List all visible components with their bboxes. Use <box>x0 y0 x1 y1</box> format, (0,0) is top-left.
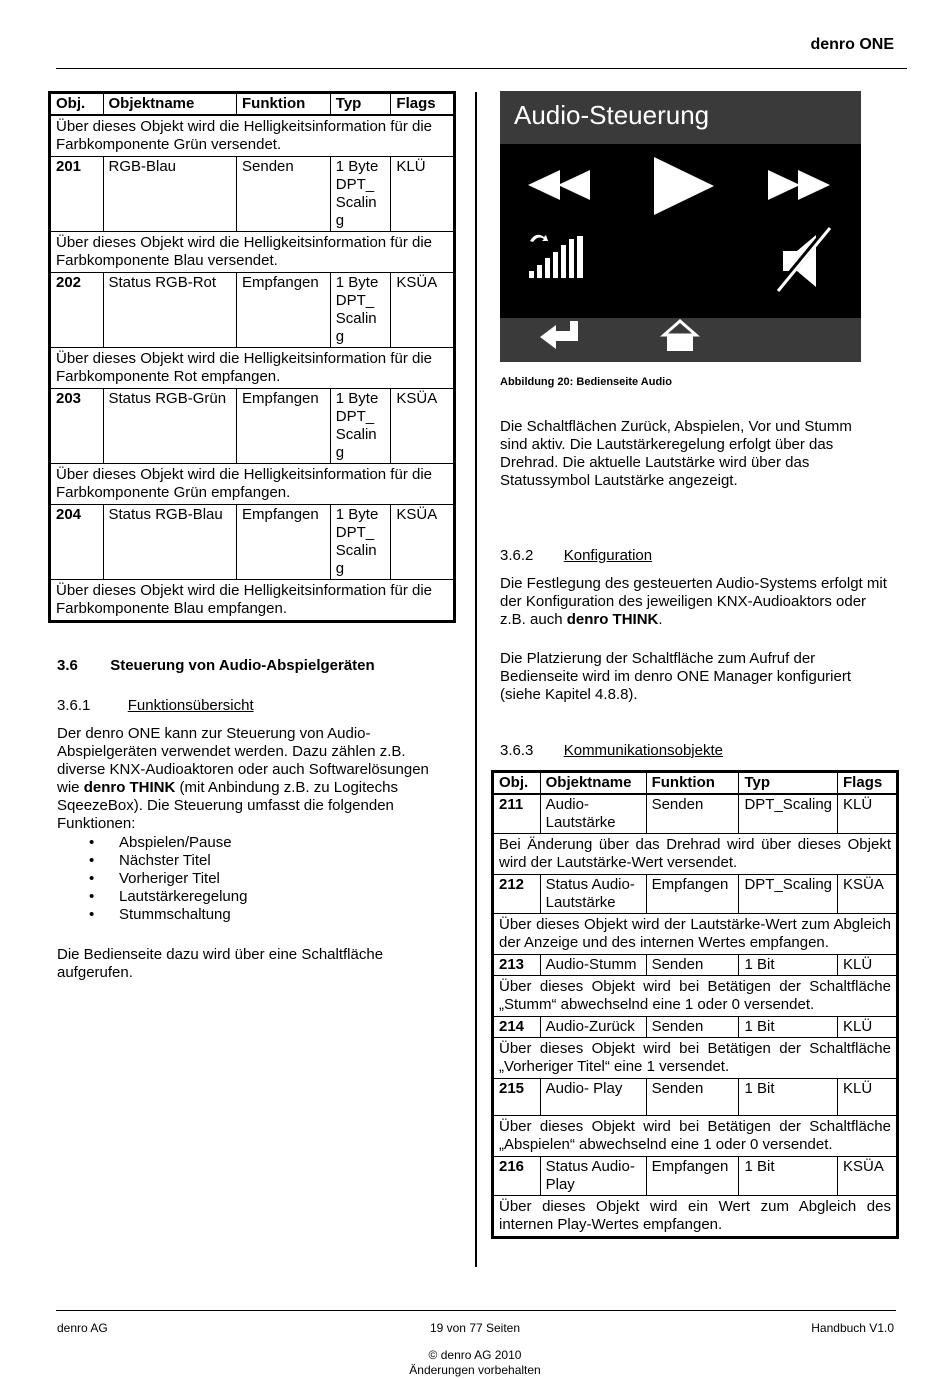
object-type: 1 Byte DPT_ Scalin g <box>330 273 391 348</box>
table-row <box>493 1079 898 1116</box>
object-flags: KSÜA <box>391 389 455 464</box>
object-flags: KLÜ <box>838 955 898 976</box>
footer-divider <box>56 1310 896 1311</box>
subsection-title: Konfiguration <box>563 547 653 564</box>
object-description: Über dieses Objekt wird bei Betätigen der Schaltfläche „Abspielen“ abwechselnd eine 1 oder 0 versendet. <box>493 1116 898 1157</box>
object-function: Senden <box>237 157 331 232</box>
object-number: 211 <box>493 794 541 834</box>
object-function: Empfangen <box>237 505 331 580</box>
object-type: 1 Bit <box>739 1017 838 1038</box>
object-number: 216 <box>493 1157 541 1196</box>
column-header: Typ <box>739 772 838 795</box>
object-type: 1 Bit <box>739 955 838 976</box>
subsection-number: 3.6.3 <box>500 742 534 759</box>
object-flags: KLÜ <box>391 157 455 232</box>
object-flags: KLÜ <box>838 794 898 834</box>
objects-table-right <box>491 770 899 1239</box>
column-divider <box>475 92 477 1267</box>
figure-caption: Abbildung 20: Bedienseite Audio <box>500 376 672 388</box>
object-flags: KSÜA <box>838 875 898 914</box>
column-header: Objektname <box>540 772 646 795</box>
object-type: 1 Byte DPT_ Scalin g <box>330 389 391 464</box>
object-description: Über dieses Objekt wird die Helligkeitsinformation für die Farbkomponente Blau versendet. <box>50 232 455 273</box>
list-item: • Nächster Titel <box>57 852 247 870</box>
object-function: Senden <box>646 794 739 834</box>
object-type: 1 Byte DPT_ Scalin g <box>330 505 391 580</box>
list-item: • Vorheriger Titel <box>57 870 247 888</box>
object-function: Senden <box>646 1017 739 1038</box>
placement-paragraph: Die Platzierung der Schaltfläche zum Aufruf der Bedienseite wird im denro ONE Manager konfiguriert (siehe Kapitel 4.8.8). <box>500 650 851 703</box>
table-row <box>50 273 455 348</box>
object-number: 212 <box>493 875 541 914</box>
table-row <box>50 505 455 580</box>
object-number: 213 <box>493 955 541 976</box>
configuration-text: Die Festlegung des gesteuerten Audio-Systems erfolgt mit der Konfiguration des jeweiligen KNX-Audioaktors oder z.B. auch <box>500 575 887 628</box>
column-header: Typ <box>330 93 391 116</box>
table-row <box>50 389 455 464</box>
section-title: Steuerung von Audio-Abspielgeräten <box>110 657 375 674</box>
object-flags: KSÜA <box>391 273 455 348</box>
object-name: Status RGB-Blau <box>103 505 237 580</box>
subsection-heading <box>500 547 652 565</box>
object-function: Empfangen <box>237 273 331 348</box>
table-row <box>50 157 455 232</box>
subsection-title: Kommunikationsobjekte <box>563 742 723 759</box>
column-header: Funktion <box>646 772 739 795</box>
product-name: denro THINK <box>83 779 176 796</box>
configuration-text: . <box>658 611 663 628</box>
function-list <box>57 834 247 924</box>
intro-paragraph <box>57 725 452 833</box>
object-name: Status RGB-Grün <box>103 389 237 464</box>
screen-title: Audio-Steuerung <box>514 100 710 130</box>
table-header-row <box>493 772 898 795</box>
list-item: • Lautstärkeregelung <box>57 888 247 906</box>
column-header: Funktion <box>237 93 331 116</box>
column-header: Flags <box>838 772 898 795</box>
column-header: Objektname <box>103 93 237 116</box>
object-type: 1 Bit <box>739 1157 838 1196</box>
object-name: Audio-Stumm <box>540 955 646 976</box>
table-header-row <box>50 93 455 116</box>
table-row <box>493 1017 898 1038</box>
table-row <box>493 955 898 976</box>
section-heading <box>57 657 375 675</box>
object-description: Über dieses Objekt wird ein Wert zum Abgleich des internen Play-Wertes empfangen. <box>493 1196 898 1238</box>
objects-table-left <box>48 91 456 623</box>
column-header: Obj. <box>50 93 104 116</box>
list-item: • Abspielen/Pause <box>57 834 247 852</box>
subsection-heading <box>57 697 254 715</box>
footer-notice: Änderungen vorbehalten <box>409 1363 541 1377</box>
header-divider <box>56 68 907 69</box>
section-number: 3.6 <box>57 657 78 674</box>
audio-screen-graphic <box>500 91 861 362</box>
object-flags: KSÜA <box>391 505 455 580</box>
outro-paragraph: Die Bedienseite dazu wird über eine Schaltfläche aufgerufen. <box>57 946 384 981</box>
object-type: 1 Byte DPT_ Scalin g <box>330 157 391 232</box>
subsection-title: Funktionsübersicht <box>127 697 254 714</box>
object-flags: KLÜ <box>838 1017 898 1038</box>
column-header: Obj. <box>493 772 541 795</box>
object-description: Über dieses Objekt wird bei Betätigen der Schaltfläche „Stumm“ abwechselnd eine 1 oder 0 versendet. <box>493 976 898 1017</box>
column-header: Flags <box>391 93 455 116</box>
subsection-number: 3.6.1 <box>57 697 91 714</box>
object-number: 204 <box>50 505 104 580</box>
configuration-paragraph <box>500 575 890 629</box>
object-function: Senden <box>646 1079 739 1116</box>
table-row <box>493 1157 898 1196</box>
object-flags: KLÜ <box>838 1079 898 1116</box>
object-type: 1 Bit <box>739 1079 838 1116</box>
object-function: Senden <box>646 955 739 976</box>
object-number: 214 <box>493 1017 541 1038</box>
object-name: Audio- Play <box>540 1079 646 1116</box>
object-number: 202 <box>50 273 104 348</box>
subsection-heading <box>500 742 723 760</box>
object-description: Über dieses Objekt wird die Helligkeitsinformation für die Farbkomponente Blau empfangen. <box>50 580 455 622</box>
object-description: Über dieses Objekt wird bei Betätigen der Schaltfläche „Vorheriger Titel“ eine 1 versendet. <box>493 1038 898 1079</box>
audio-screen-figure <box>500 91 861 362</box>
object-type: DPT_Scaling <box>739 794 838 834</box>
object-description: Über dieses Objekt wird die Helligkeitsinformation für die Farbkomponente Grün empfangen. <box>50 464 455 505</box>
description-paragraph: Die Schaltflächen Zurück, Abspielen, Vor und Stumm sind aktiv. Die Lautstärkeregelung erfolgt über das Drehrad. Die aktuelle Lautstärke wird über das Statussymbol Lautstärke angezeigt. <box>500 418 852 489</box>
footer-page-number: 19 von 77 Seiten <box>429 1321 521 1335</box>
object-function: Empfangen <box>646 875 739 914</box>
object-name: Audio-Zurück <box>540 1017 646 1038</box>
table-row <box>493 794 898 834</box>
product-name: denro THINK <box>566 611 659 628</box>
object-description: Über dieses Objekt wird die Helligkeitsinformation für die Farbkomponente Rot empfangen. <box>50 348 455 389</box>
object-name: Audio-Lautstärke <box>540 794 646 834</box>
object-name: RGB-Blau <box>103 157 237 232</box>
footer-company: denro AG <box>57 1321 108 1335</box>
object-number: 203 <box>50 389 104 464</box>
object-name: Status Audio-Play <box>540 1157 646 1196</box>
object-name: Status RGB-Rot <box>103 273 237 348</box>
footer-version: Handbuch V1.0 <box>811 1321 894 1335</box>
object-function: Empfangen <box>237 389 331 464</box>
object-description: Bei Änderung über das Drehrad wird über dieses Objekt wird der Lautstärke-Wert versendet. <box>493 834 898 875</box>
footer-copyright: © denro AG 2010 <box>428 1348 522 1362</box>
object-number: 201 <box>50 157 104 232</box>
intro-text: Der denro ONE kann zur Steuerung von Audio-Abspielgeräten verwendet werden. Dazu zählen z.B. diverse KNX-Audioaktoren oder auch Softwarelösungen wie <box>57 725 429 796</box>
object-number: 215 <box>493 1079 541 1116</box>
object-name: Status Audio-Lautstärke <box>540 875 646 914</box>
object-description: Über dieses Objekt wird die Helligkeitsinformation für die Farbkomponente Grün versendet. <box>50 115 455 157</box>
list-item: • Stummschaltung <box>57 906 247 924</box>
object-flags: KSÜA <box>838 1157 898 1196</box>
object-type: DPT_Scaling <box>739 875 838 914</box>
document-header-title: denro ONE <box>810 36 894 53</box>
intro-text: (mit Anbindung z.B. zu Logitechs SqeezeBox). Die Steuerung umfasst die folgenden Funktionen: <box>57 779 398 832</box>
object-function: Empfangen <box>646 1157 739 1196</box>
subsection-number: 3.6.2 <box>500 547 534 564</box>
object-description: Über dieses Objekt wird der Lautstärke-Wert zum Abgleich der Anzeige und des internen Wertes empfangen. <box>493 914 898 955</box>
table-row <box>493 875 898 914</box>
